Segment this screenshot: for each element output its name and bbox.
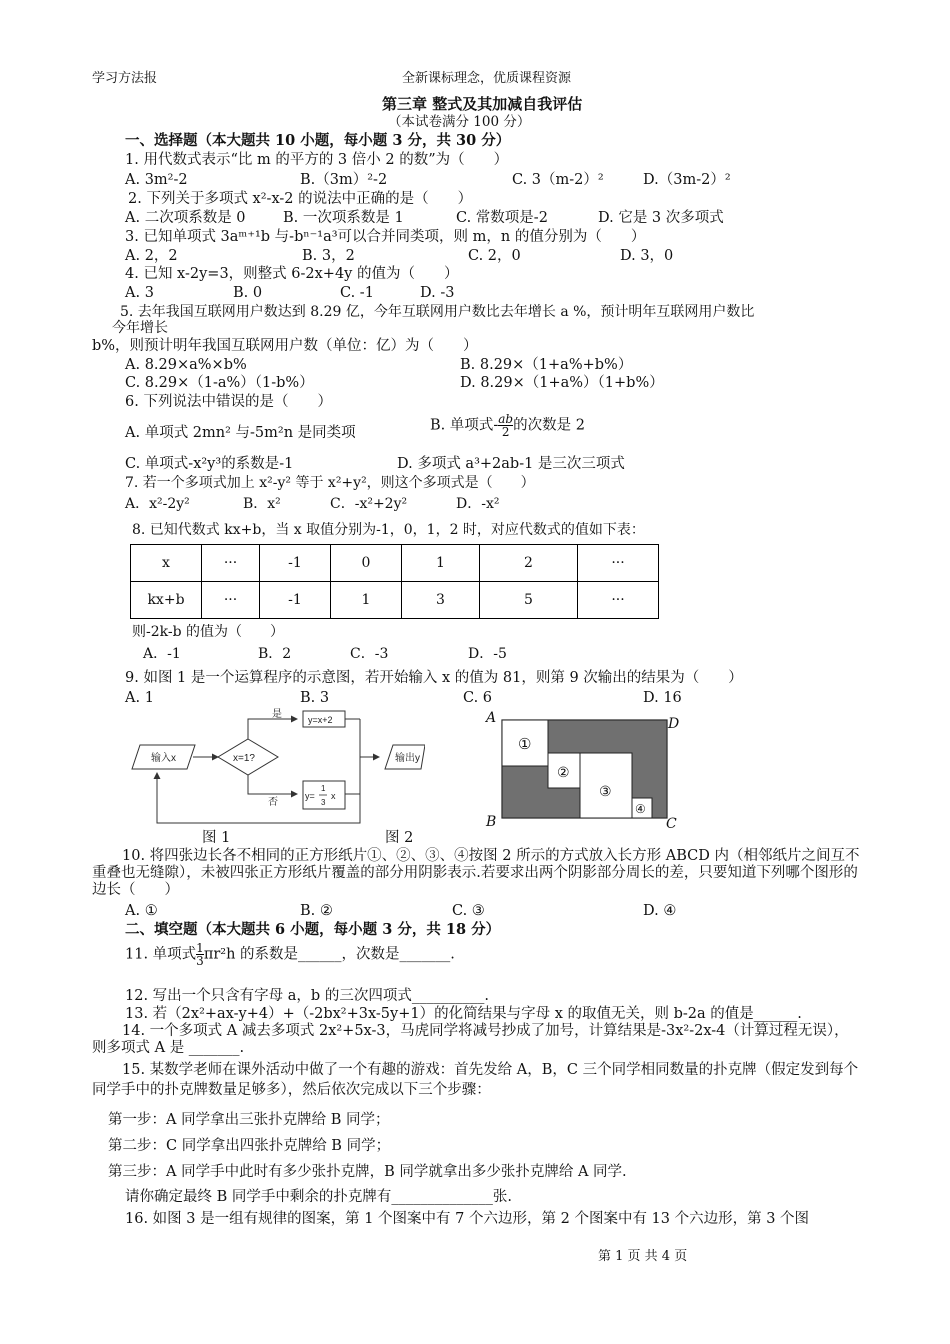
- q11-frac-num: 1: [196, 941, 204, 955]
- figure-1-flowchart: [125, 705, 425, 833]
- q10-option-a: A. ①: [125, 903, 158, 919]
- q6-option-b-post: 的次数是 2: [513, 417, 585, 434]
- q1-option-c: C. 3（m-2）²: [512, 172, 604, 188]
- q14: 14. 一个多项式 A 减去多项式 2x²+5x-3，马虎同学将减号抄成了加号，计算结果是-3x²-2x-4（计算过程无误），则多项式 A 是 _______.: [92, 1023, 849, 1056]
- q7-stem: 7. 若一个多项式加上 x²-y² 等于 x²+y²，则这个多项式是（ ）: [125, 475, 535, 491]
- q6-frac-den: 2: [498, 425, 513, 438]
- q15-step1: 第一步：A 同学拿出三张扑克牌给 B 同学；: [108, 1112, 390, 1128]
- table-cell: 5: [480, 582, 578, 619]
- square-3-label: ③: [599, 784, 612, 800]
- q3-option-d: D. 3，0: [620, 248, 674, 264]
- q1-option-a: A. 3m²-2: [125, 172, 188, 188]
- page-title: 第三章 整式及其加减自我评估: [382, 95, 583, 113]
- q5-option-c: C. 8.29×（1-a%）（1-b%）: [125, 375, 314, 391]
- q12: 12. 写出一个只含有字母 a，b 的三次四项式__________.: [125, 988, 489, 1004]
- q8-stem: 8. 已知代数式 kx+b，当 x 取值分别为-1，0，1，2 时，对应代数式的值如下表：: [132, 522, 645, 538]
- q7-option-d: D．-x²: [456, 496, 500, 512]
- header-left: 学习方法报: [92, 71, 158, 86]
- q15-step2: 第二步：C 同学拿出四张扑克牌给 B 同学；: [108, 1138, 391, 1154]
- flow-no-formula-post: x: [331, 791, 336, 801]
- q1-stem: 1. 用代数式表示“比 m 的平方的 3 倍小 2 的数”为（ ）: [125, 152, 509, 168]
- square-1-label: ①: [518, 735, 532, 753]
- q5-line1b: 今年增长: [112, 320, 168, 336]
- q2-stem: 2. 下列关于多项式 x²-x-2 的说法中正确的是（ ）: [128, 191, 473, 207]
- table-cell: -1: [260, 582, 331, 619]
- q3-option-a: A. 2，2: [125, 248, 178, 264]
- table-cell: 3: [402, 582, 480, 619]
- q8-option-a: A．-1: [143, 646, 181, 662]
- flow-yes-formula: y=x+2: [308, 715, 333, 725]
- q5-line1: 5. 去年我国互联网用户数达到 8.29 亿，今年互联网用户数比去年增长 a %，预计明年互联网用户数比: [120, 304, 755, 320]
- q2-option-c: C. 常数项是-2: [456, 210, 548, 226]
- q4-stem: 4. 已知 x-2y=3，则整式 6-2x+4y 的值为（ ）: [125, 266, 459, 282]
- flow-no-formula-pre: y=: [305, 791, 315, 801]
- q8-value-table: [130, 544, 659, 619]
- q15-ask: 请你确定最终 B 同学手中剩余的扑克牌有______________张.: [125, 1189, 512, 1205]
- vertex-c-label: C: [666, 816, 677, 830]
- q8-option-c: C．-3: [350, 646, 389, 662]
- q4-option-a: A. 3: [125, 285, 154, 301]
- table-cell: ···: [202, 545, 260, 582]
- q9-stem: 9. 如图 1 是一个运算程序的示意图，若开始输入 x 的值为 81，则第 9 次输出的结果为（ ）: [125, 670, 743, 686]
- flow-no-formula-num: 1: [321, 784, 326, 793]
- flow-condition-label: x=1?: [233, 753, 255, 764]
- q1-option-d: D.（3m-2）²: [643, 172, 731, 188]
- figure-2-rectangle: [482, 708, 682, 830]
- q10-stem: 10. 将四张边长各不相同的正方形纸片①、②、③、④按图 2 所示的方式放入长方形 ABCD 内（相邻纸片之间互不重叠也无缝隙），未被四张正方形纸片覆盖的部分用阴影表示.若要求出两个阴影部分周长的差，只要知道下列哪个图形的边长（ ）: [92, 848, 860, 898]
- q10-option-d: D. ④: [643, 903, 677, 919]
- q16: 16. 如图 3 是一组有规律的图案，第 1 个图案中有 7 个六边形，第 2 个图案中有 13 个六边形，第 3 个图: [125, 1211, 810, 1227]
- q9-option-a: A. 1: [125, 690, 154, 706]
- square-2-label: ②: [557, 765, 570, 781]
- q11: [125, 942, 455, 967]
- table-cell: 2: [480, 545, 578, 582]
- table-cell: -1: [260, 545, 331, 582]
- table-row: [131, 545, 659, 582]
- page-subtitle: （本试卷满分 100 分）: [388, 114, 531, 130]
- q11-frac-den: 3: [196, 954, 204, 968]
- vertex-b-label: B: [486, 814, 497, 830]
- q15-step3: 第三步：A 同学手中此时有多少张扑克牌，B 同学就拿出多少张扑克牌给 A 同学.: [108, 1164, 627, 1180]
- table-cell: 1: [402, 545, 480, 582]
- q15-stem: 15. 某数学老师在课外活动中做了一个有趣的游戏：首先发给 A，B，C 三个同学相同数量的扑克牌（假定发到每个同学手中的扑克牌数量足够多），然后依次完成以下三个步骤：: [92, 1062, 859, 1098]
- table-cell: kx+b: [131, 582, 202, 619]
- table-cell: x: [131, 545, 202, 582]
- q7-option-a: A．x²-2y²: [125, 496, 190, 512]
- q5-option-a: A. 8.29×a%×b%: [125, 357, 247, 373]
- vertex-d-label: D: [668, 716, 680, 732]
- table-cell: ···: [202, 582, 260, 619]
- q4-option-b: B. 0: [233, 285, 263, 301]
- vertex-a-label: A: [486, 710, 497, 726]
- q9-option-c: C. 6: [463, 690, 493, 706]
- q6-fraction: [498, 413, 513, 438]
- q7-option-b: B．x²: [243, 496, 281, 512]
- flow-output-label: 输出y: [395, 753, 420, 764]
- q6-option-a: A. 单项式 2mn² 与-5m²n 是同类项: [125, 425, 356, 441]
- q3-option-b: B. 3，2: [302, 248, 355, 264]
- q10-option-c: C. ③: [452, 903, 485, 919]
- page-footer: 第 1 页 共 4 页: [598, 1249, 688, 1264]
- q11-pre: 11. 单项式: [125, 946, 197, 963]
- q6-frac-num: ab: [498, 412, 514, 426]
- q11-fraction: [196, 942, 204, 967]
- flow-input-label: 输入x: [151, 753, 176, 764]
- q6-option-b: [430, 413, 585, 438]
- section-choice-heading: 一、选择题（本大题共 10 小题，每小题 3 分，共 30 分）: [125, 132, 511, 149]
- q4-option-d: D. -3: [420, 285, 455, 301]
- q10-option-b: B. ②: [300, 903, 333, 919]
- q13: 13. 若（2x²+ax-y+4）+（-2bx²+3x-5y+1）的化简结果与字母 x 的取值无关，则 b-2a 的值是______.: [125, 1006, 802, 1022]
- q5-option-b: B. 8.29×（1+a%+b%）: [460, 357, 633, 373]
- square-4-label: ④: [635, 802, 646, 816]
- q2-option-b: B. 一次项系数是 1: [283, 210, 404, 226]
- figure-2-caption: 图 2: [385, 830, 414, 846]
- q6-stem: 6. 下列说法中错误的是（ ）: [125, 394, 332, 410]
- q5-option-d: D. 8.29×（1+a%）（1+b%）: [460, 375, 664, 391]
- q4-option-c: C. -1: [340, 285, 374, 301]
- q8-option-d: D．-5: [468, 646, 507, 662]
- q2-option-d: D. 它是 3 次多项式: [598, 210, 724, 226]
- q11-post: πr²h 的系数是______，次数是_______.: [203, 946, 455, 963]
- table-cell: 0: [331, 545, 402, 582]
- q6-option-d: D. 多项式 a³+2ab-1 是三次三项式: [397, 456, 625, 472]
- q1-option-b: B.（3m）²-2: [300, 172, 388, 188]
- flow-yes-label: 是: [272, 709, 282, 720]
- q6-option-c: C. 单项式-x²y³的系数是-1: [125, 456, 294, 472]
- q3-option-c: C. 2，0: [468, 248, 521, 264]
- flow-no-label: 否: [268, 797, 278, 808]
- table-cell: 1: [331, 582, 402, 619]
- table-cell: ···: [578, 545, 659, 582]
- q5-line2: b%，则预计明年我国互联网用户数（单位：亿）为（ ）: [92, 338, 478, 354]
- q2-option-a: A. 二次项系数是 0: [125, 210, 246, 226]
- q9-option-b: B. 3: [300, 690, 330, 706]
- q7-option-c: C．-x²+2y²: [330, 496, 408, 512]
- q8-after: 则-2k-b 的值为（ ）: [132, 624, 285, 640]
- table-cell: ···: [578, 582, 659, 619]
- q6-option-b-pre: B. 单项式-: [430, 417, 499, 434]
- table-row: [131, 582, 659, 619]
- q3-stem: 3. 已知单项式 3aᵐ⁺¹b 与-bⁿ⁻¹a³可以合并同类项，则 m，n 的值分别为（ ）: [125, 229, 646, 245]
- flow-no-formula-den: 3: [321, 798, 326, 807]
- q9-option-d: D. 16: [643, 690, 682, 706]
- section-fill-heading: 二、填空题（本大题共 6 小题，每小题 3 分，共 18 分）: [125, 921, 501, 938]
- figure-1-caption: 图 1: [202, 830, 231, 846]
- header-center: 全新课标理念，优质课程资源: [402, 71, 572, 86]
- q8-option-b: B．2: [258, 646, 292, 662]
